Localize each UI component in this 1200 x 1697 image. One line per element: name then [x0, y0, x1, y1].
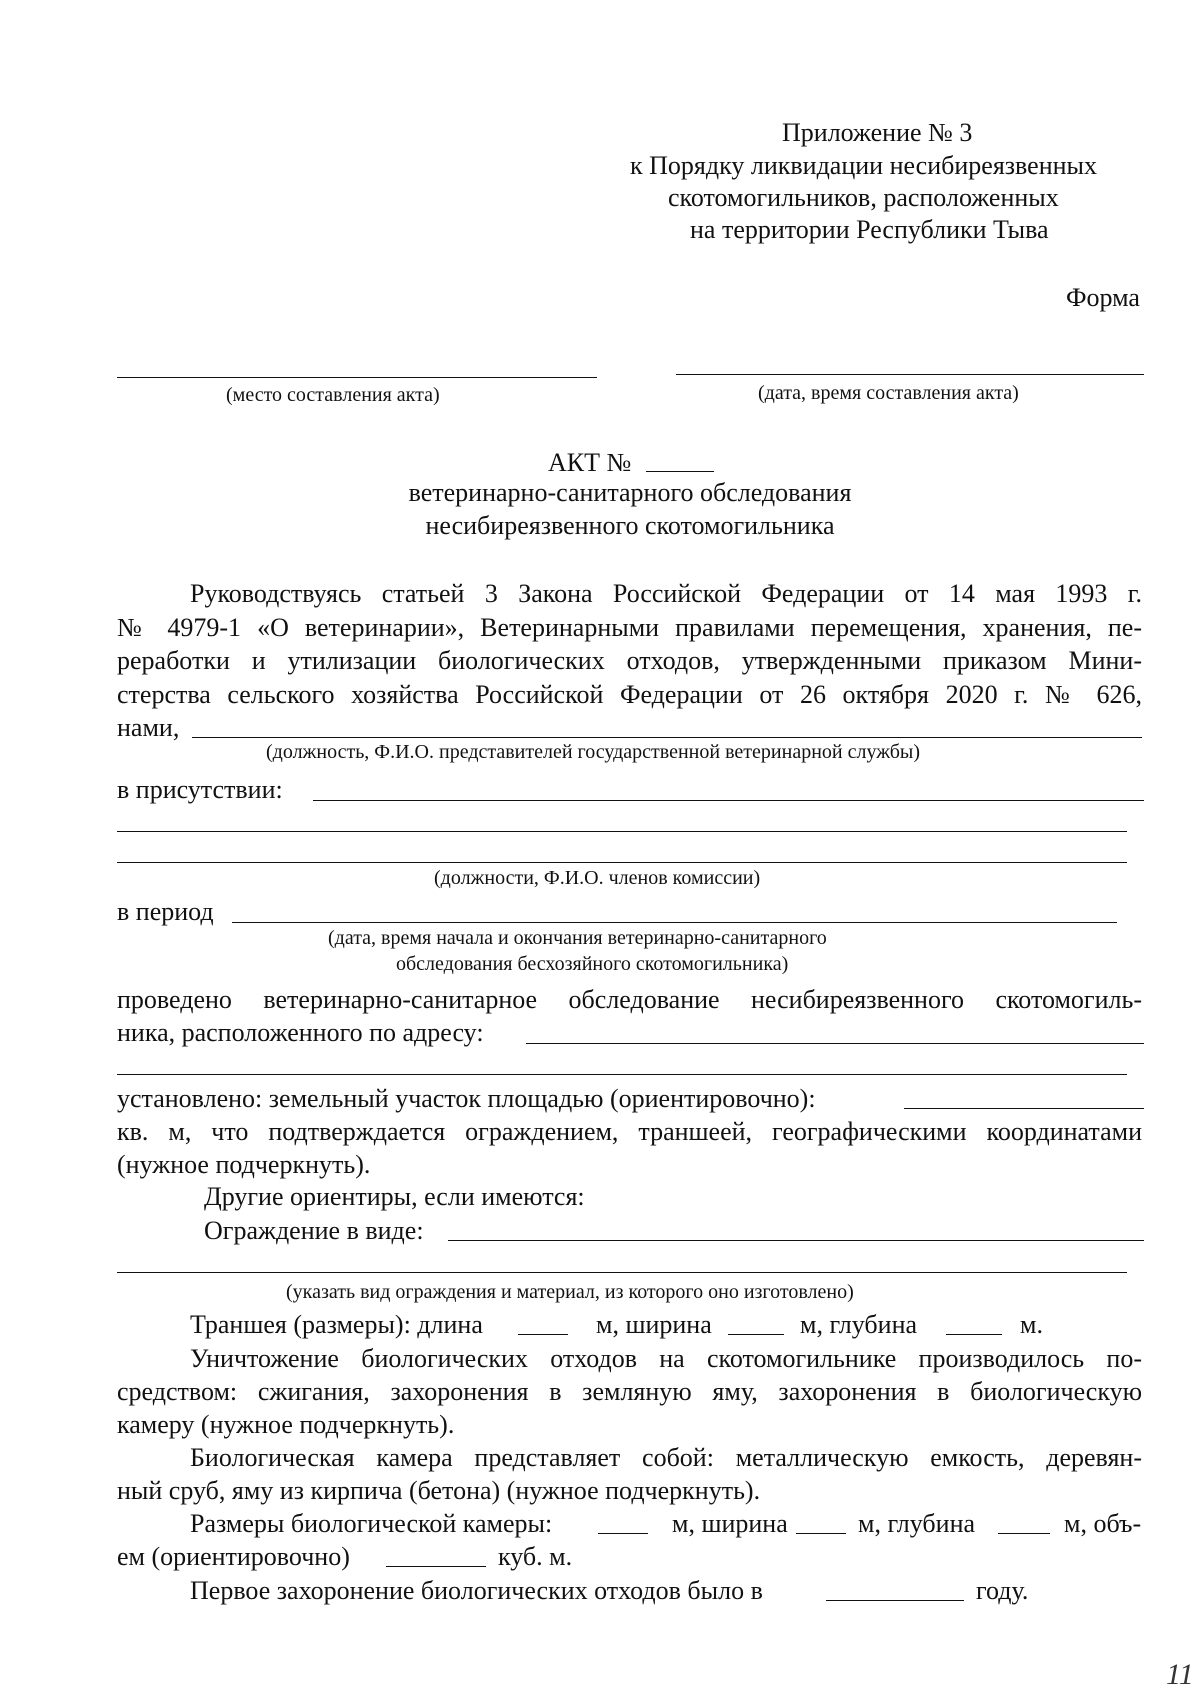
page-number: 11 [1166, 1658, 1194, 1691]
period-caption-line-2: обследования бесхозяйного скотомогильника) [396, 953, 789, 975]
para-3-line-1: установлено: земельный участок площадью (ориентировочно): [117, 1084, 816, 1113]
chamber-volume-blank [386, 1566, 486, 1567]
first-burial-label: Первое захоронение биологических отходов было в [190, 1576, 763, 1605]
para-1-line-4: стерства сельского хозяйства Российской Федерации от 26 октября 2020 г. № 626, [117, 680, 1142, 709]
chamber-depth-blank [998, 1533, 1050, 1534]
destruction-line-3: камеру (нужное подчеркнуть). [117, 1410, 455, 1439]
para-1-line-3: реработки и утилизации биологических отходов, утвержденными приказом Мини- [117, 646, 1142, 675]
para-3-line-3: (нужное подчеркнуть). [117, 1150, 371, 1179]
chamber-volume-unit: куб. м. [498, 1542, 573, 1571]
chamber-depth-label: м, глубина [858, 1509, 976, 1538]
place-blank-line [117, 377, 597, 378]
period-caption-line-1: (дата, время начала и окончания ветеринарно-санитарного [328, 927, 827, 949]
appendix-ref-line-3: на территории Республики Тыва [690, 215, 1049, 244]
chamber-volume-label: м, объ- [1064, 1509, 1142, 1538]
trench-depth-label: м, глубина [800, 1310, 918, 1339]
appendix-ref-line-2: скотомогильников, расположенных [668, 183, 1059, 212]
trench-length-blank [518, 1334, 568, 1335]
place-caption: (место составления акта) [226, 384, 440, 406]
para-3-line-2: кв. м, что подтверждается ограждением, траншеей, географическими координатами [117, 1117, 1142, 1146]
chamber-line-2: ный сруб, яму из кирпича (бетона) (нужное подчеркнуть). [117, 1476, 761, 1505]
address-blank-line-1 [526, 1043, 1144, 1044]
act-subtitle-line-1: ветеринарно-санитарного обследования [408, 478, 852, 507]
area-blank-line [904, 1108, 1144, 1109]
act-title: АКТ № [548, 448, 632, 477]
appendix-number: Приложение № 3 [782, 118, 973, 147]
chamber-size-label: Размеры биологической камеры: [190, 1509, 553, 1538]
para-2-line-2: ника, расположенного по адресу: [117, 1018, 484, 1047]
officials-caption: (должность, Ф.И.О. представителей государственной ветеринарной службы) [266, 741, 921, 763]
para-1-line-5: нами, [117, 713, 180, 742]
fence-caption: (указать вид ограждения и материал, из которого оно изготовлено) [286, 1281, 854, 1303]
destruction-line-1: Уничтожение биологических отходов на скотомогильнике производилось по- [190, 1344, 1142, 1373]
period-label: в период [117, 897, 214, 926]
trench-width-label: м, ширина [596, 1310, 712, 1339]
first-burial-year-blank [826, 1600, 964, 1601]
para-1-line-1: Руководствуясь статьей 3 Закона Российской Федерации от 14 мая 1993 г. [190, 579, 1142, 608]
other-landmarks-label: Другие ориентиры, если имеются: [204, 1182, 585, 1211]
destruction-line-2: средством: сжигания, захоронения в земляную яму, захоронения в биологическую [117, 1377, 1142, 1406]
para-1-line-2: № 4979-1 «О ветеринарии», Ветеринарными правилами перемещения, хранения, пе- [117, 613, 1142, 642]
fence-blank-line-2 [117, 1272, 1127, 1273]
first-burial-year-unit: году. [976, 1576, 1029, 1605]
chamber-width-blank [796, 1533, 846, 1534]
trench-unit: м. [1020, 1310, 1043, 1339]
fence-blank-line-1 [448, 1240, 1144, 1241]
chamber-volume-approx-label: ем (ориентировочно) [117, 1542, 350, 1571]
act-number-blank [646, 471, 714, 472]
chamber-width-label: м, ширина [672, 1509, 788, 1538]
datetime-caption: (дата, время составления акта) [758, 382, 1019, 404]
chamber-line-1: Биологическая камера представляет собой: металлическую емкость, деревян- [190, 1443, 1142, 1472]
presence-blank-line-2 [117, 831, 1127, 832]
form-label: Форма [1066, 283, 1140, 312]
members-caption: (должности, Ф.И.О. членов комиссии) [434, 867, 761, 889]
officials-blank-line [192, 737, 1142, 738]
chamber-length-blank [598, 1533, 648, 1534]
address-blank-line-2 [117, 1074, 1127, 1075]
trench-depth-blank [946, 1334, 1002, 1335]
appendix-ref-line-1: к Порядку ликвидации несибиреязвенных [630, 151, 1098, 180]
presence-blank-line-1 [313, 800, 1144, 801]
datetime-blank-line [676, 374, 1144, 375]
fence-label: Ограждение в виде: [204, 1216, 424, 1245]
trench-width-blank [728, 1334, 784, 1335]
presence-label: в присутствии: [117, 775, 283, 804]
act-subtitle-line-2: несибиреязвенного скотомогильника [425, 511, 835, 540]
para-2-line-1: проведено ветеринарно-санитарное обследование несибиреязвенного скотомогиль- [117, 985, 1142, 1014]
period-blank-line [232, 922, 1117, 923]
trench-label: Траншея (размеры): длина [190, 1310, 483, 1339]
presence-blank-line-3 [117, 862, 1127, 863]
